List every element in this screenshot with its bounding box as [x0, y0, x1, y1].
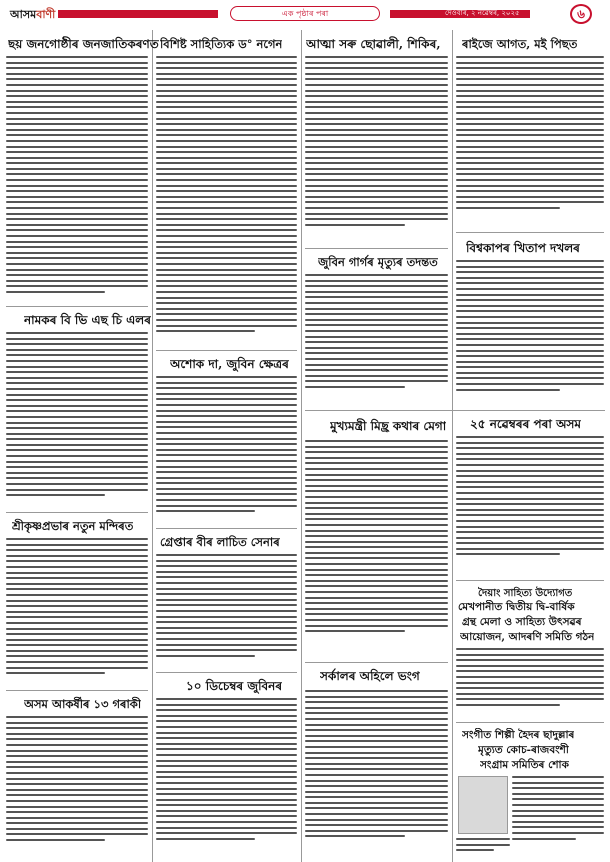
article-divider: [305, 248, 448, 249]
headline-bvsc: নামকৰ বি ভি এছ চি এলৰ: [24, 313, 151, 327]
newspaper-logo: [10, 6, 55, 22]
headline-singer-2: মৃত্যুত কোচ-ৰাজবংশী: [478, 744, 569, 756]
article-body: [512, 776, 604, 858]
article-divider: [456, 580, 604, 581]
headline-assam-women: অসম আকৰ্ষীৰ ১৩ গৰাকী: [24, 697, 142, 711]
article-body: [156, 376, 297, 524]
headline-nov25-assam: ২৫ নৱেম্বৰৰ পৰা অসম: [470, 417, 582, 431]
issue-date: দেওবাৰ, ২ নৱেম্বৰ, ২০২৫: [445, 9, 520, 17]
singer-photo: [458, 776, 508, 834]
article-body: [305, 56, 448, 244]
headline-singer-1: সংগীত শিল্পী হৈদৰ ছাদুল্লাৰ: [462, 729, 575, 741]
article-body: [156, 698, 297, 856]
headline-people-first: ৰাইজে আগত, মই পিছত: [462, 37, 578, 51]
column-divider-3: [452, 30, 453, 410]
column-divider-3b: [452, 410, 453, 862]
article-divider: [156, 350, 297, 351]
headline-cm-mega: মুখ্যমন্ত্ৰী মিছ্ৰ কথাৰ মেগা: [330, 419, 447, 433]
headline-book-fair-3: গ্ৰন্থ মেলা ও সাহিত্য উৎসৱৰ: [462, 616, 582, 628]
headline-temple: শ্ৰীকৃষ্ণপ্ৰভাৰ নতুন মন্দিৰত: [12, 519, 134, 533]
article-body: [456, 56, 604, 228]
article-body: [6, 332, 148, 508]
headline-tribal-status: ছয় জনগোষ্ঠীৰ জনজাতিকৰণত: [8, 37, 159, 51]
page-number: ৬: [570, 4, 592, 24]
article-divider: [6, 306, 148, 307]
article-body: [456, 260, 604, 408]
article-divider: [156, 672, 297, 673]
headline-book-fair-1: দৈয়াং সাহিত্য উদ্যোগত: [478, 588, 573, 599]
article-body: [305, 274, 448, 404]
article-divider: [6, 690, 148, 691]
article-body: [456, 838, 510, 858]
article-divider: [6, 512, 148, 513]
page-header: [0, 0, 610, 28]
article-body: [156, 554, 297, 668]
column-divider-2: [301, 30, 302, 862]
headline-lachit-sena: গ্ৰেপ্তাৰ বীৰ লাচিত সেনাৰ: [160, 535, 280, 549]
column-divider-1: [152, 30, 153, 862]
article-body: [6, 716, 148, 856]
logo-right: বাণী: [36, 8, 56, 21]
headline-zubeen-probe: জুবিন গাৰ্গৰ মৃত্যুৰ তদন্তত: [318, 255, 438, 269]
article-divider: [305, 410, 605, 411]
article-body: [456, 436, 604, 576]
headline-december-zubeen: ১০ ডিচেম্বৰ জুবিনৰ: [186, 679, 283, 693]
logo-left: আসম: [10, 8, 37, 21]
article-body: [305, 690, 448, 856]
article-body: [6, 56, 148, 302]
headline-girl-student: আত্মা সৰু ছোৱালী, শিকিৰ,: [306, 37, 441, 51]
headline-book-fair-4: আয়োজন, আদৰণি সমিতি গঠন: [460, 631, 595, 643]
headline-writer: বিশিষ্ট সাহিত্যিক ড° নগেন: [160, 37, 283, 51]
article-divider: [305, 662, 448, 663]
article-divider: [456, 722, 604, 723]
header-red-bar-left: [58, 10, 218, 18]
article-divider: [456, 232, 604, 233]
headline-sarkar: সৰ্কালৰ অহিলে ভংগ: [320, 669, 420, 683]
article-body: [6, 538, 148, 686]
article-body: [305, 440, 448, 658]
section-tag: এক পৃষ্ঠাৰ পৰা: [230, 6, 380, 21]
article-body: [456, 648, 604, 718]
headline-ashok-zubeen: অশোক দা, জুবিন ক্ষেত্ৰৰ: [170, 357, 289, 371]
headline-book-fair-2: মেখপানীত দ্বিতীয় দ্বি-বাৰ্ষিক: [458, 601, 575, 613]
headline-worldcup: বিশ্বকাপৰ খিতাপ দখলৰ: [466, 241, 580, 255]
article-body: [156, 56, 297, 348]
article-divider: [156, 528, 297, 529]
headline-singer-3: সংগ্ৰাম সমিতিৰ শোক: [480, 759, 569, 771]
